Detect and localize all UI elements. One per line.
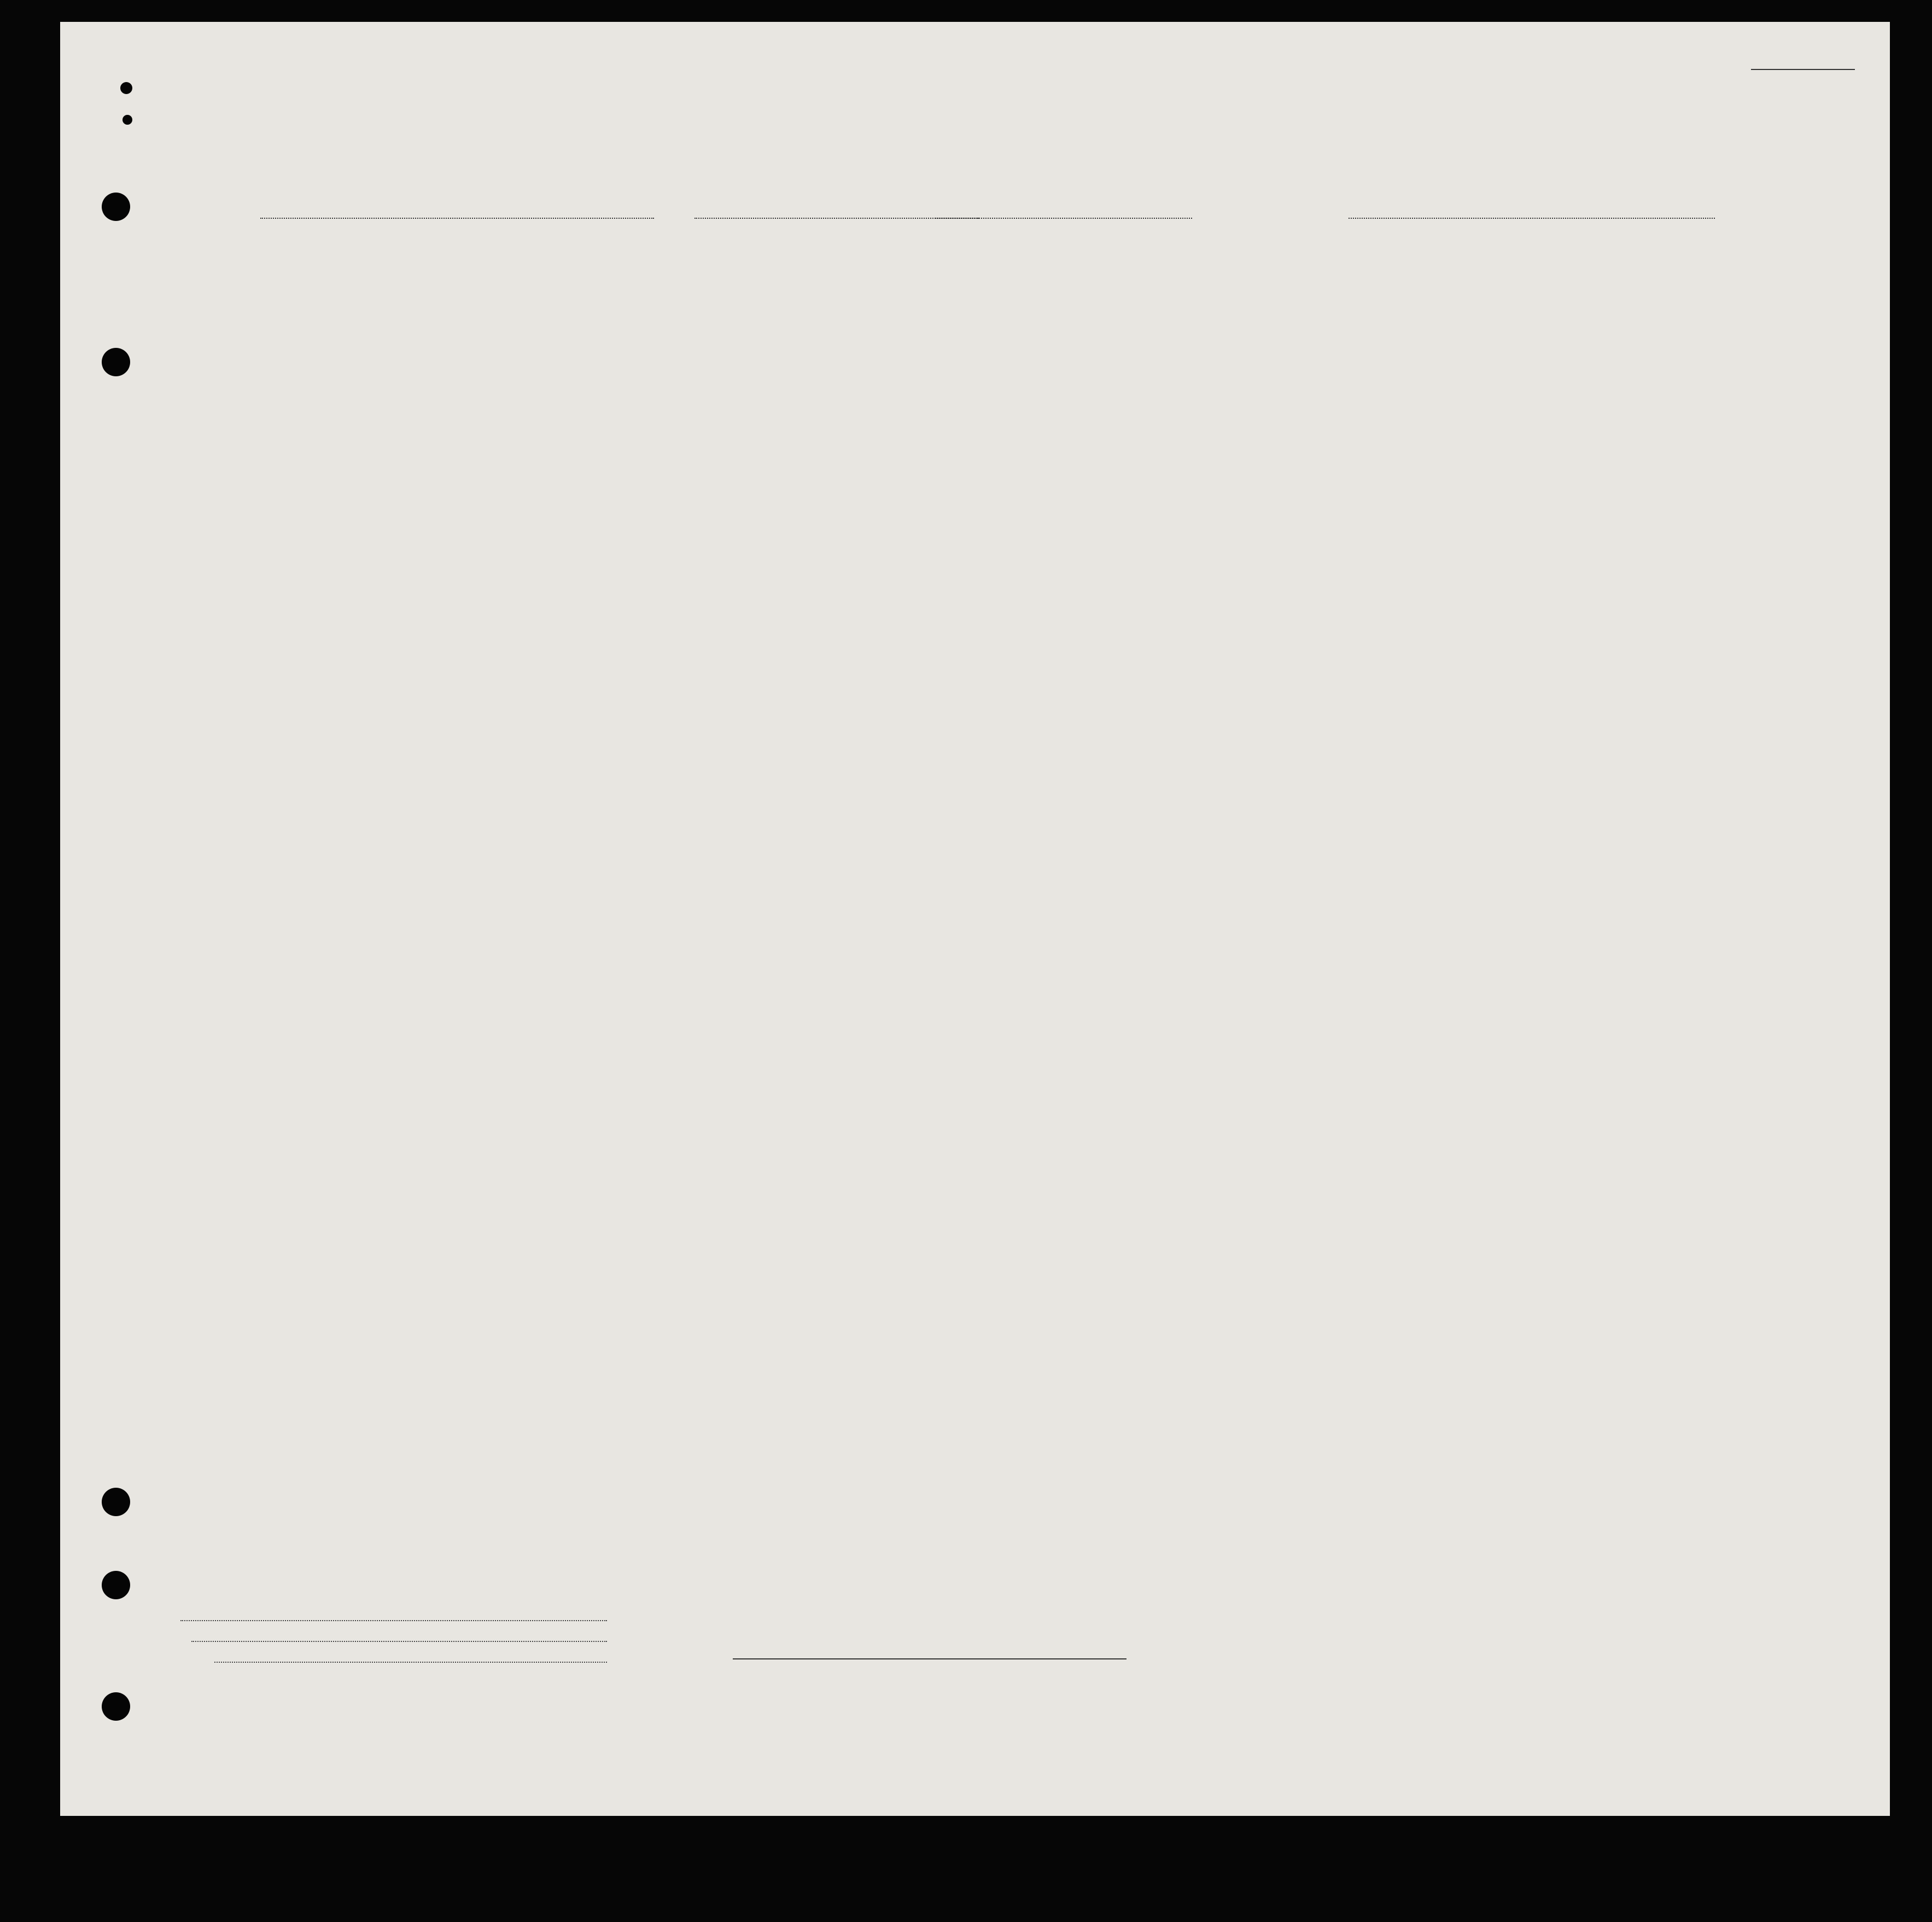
footer-line-underline: [180, 1620, 607, 1621]
vessel-underline: [260, 218, 654, 219]
footer-owners-underline: [191, 1641, 607, 1642]
binder-hole: [102, 1488, 130, 1516]
footer-agents-underline: [214, 1662, 607, 1663]
date-underline: [935, 218, 1192, 219]
binder-hole: [102, 1692, 130, 1721]
binder-hole: [120, 82, 132, 94]
binder-hole: [102, 1571, 130, 1599]
binder-hole: [102, 348, 130, 376]
binder-hole: [122, 115, 132, 125]
manifest-grid: [60, 22, 1890, 1816]
signature-line: [733, 1658, 1126, 1659]
sheet-no-underline: [1751, 69, 1855, 70]
from-port-underline: [1349, 218, 1715, 219]
manifest-sheet: [60, 22, 1890, 1816]
binder-hole: [102, 193, 130, 221]
